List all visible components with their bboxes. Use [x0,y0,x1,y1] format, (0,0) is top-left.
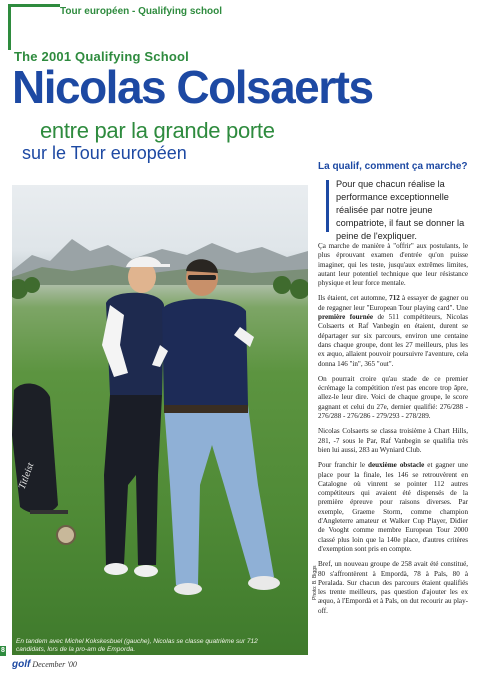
article-paragraph: Nicolas Colsaerts se classa troisième à Chart Hills, 281, -7 sous le Par, Raf Vanbegin se qualifia très bien lui aussi, 283 au Wyniard Club. [318,427,468,454]
article-paragraph: Pour franchir le deuxième obstacle et gagner une place pour la finale, les 146 se retrouvèrent en Catalogne où vinrent se pointer 112 autres compétiteurs qui avaient été dispensés de la première épreuve pour raisons diverses. Par exemple, Graeme Storm, comme champion d'Angleterre amateur et Walker Cup Player, Didier de Vooght comme membre European Tour 2000 classé plus loin que la 140e place, d'autres critères d'exemption sont pris en compte. [318,461,468,553]
sidebar-heading: La qualif, comment ça marche? [318,161,468,172]
golfers-photo [12,185,308,655]
kicker: The 2001 Qualifying School [14,49,189,64]
bag-brand-text: Titleist [16,461,37,491]
footer [12,659,77,670]
article-paragraph: Bref, un nouveau groupe de 258 avait été constitué, 80 s'affrontèrent à Empordà, 78 à Pals, 80 à Peralada. Sur chacun des parcours étaient qualifiés les trente meilleurs, pas question d'ajouter les ex æquo, à l'Empordà et à Pals, on dut recourir au play-off. [318,560,468,615]
golfers-illustration [12,185,308,655]
article-paragraph: On pourrait croire qu'au stade de ce premier écrémage la compétition n'est pas encore trop âpre, allez-le leur dire. Voici de chaque groupe, le score gagnant et celui du 27e, dernier qualifié: 276/288 - 276/288 - 276/286 - 279/293 - 278/289. [318,374,468,421]
article-body [318,242,468,622]
photo-credit: Photo: B. Biggs [312,565,318,600]
footer-month: December '00 [32,660,77,669]
subtitle-line-2: sur le Tour européen [22,143,187,163]
article-paragraph: Ils étaient, cet automne, 712 à essayer de gagner ou de regagner leur "European Tour playing card". Une première fournée de 511 compétiteurs, Nicolas Colsaerts et Raf Vanbegin en étaient, durent se départager sur six parcours, environ une centaine dans chaque groupe, dont les 27 meilleurs, plus les ex æquo, allaient pouvoir poursuivre l'aventure, cela donna 146 "in", 365 "out". [318,294,469,368]
left-golfer [102,257,170,578]
page-number: 8 [1,647,5,654]
sidebar-text: Pour que chacun réalise la performance exceptionnelle réalisée par notre jeune compatriote, il faut se donner la peine de l'expliquer. [336,179,465,241]
section-rubric: Tour européen - Qualifying school [60,6,223,17]
corner-rule-vertical [8,4,11,50]
corner-rule-horizontal [8,4,60,7]
tree-line [12,276,308,299]
photo-caption: En tandem avec Michel Kokskesbuel (gauche), Nicolas se classe quatrième sur 712 candidats, lors de la pro-am de Emporda. [16,638,258,653]
golf-bag [12,384,75,544]
article-paragraph: Ça marche de manière à "offrir" aux postulants, le plus éprouvant examen d'entrée qu'on puisse imaginer, qui les teste, jusqu'aux extrêmes limites, autant leur potentiel technique que leur résistance physique et leur force mentale. [318,242,468,288]
page-title: Nicolas Colsaerts [12,61,373,113]
subtitle-line-1: entre par la grande porte [40,118,275,143]
footer-brand: golf [12,659,31,670]
right-golfer [152,259,280,595]
sidebar-accent-bar [326,180,329,232]
